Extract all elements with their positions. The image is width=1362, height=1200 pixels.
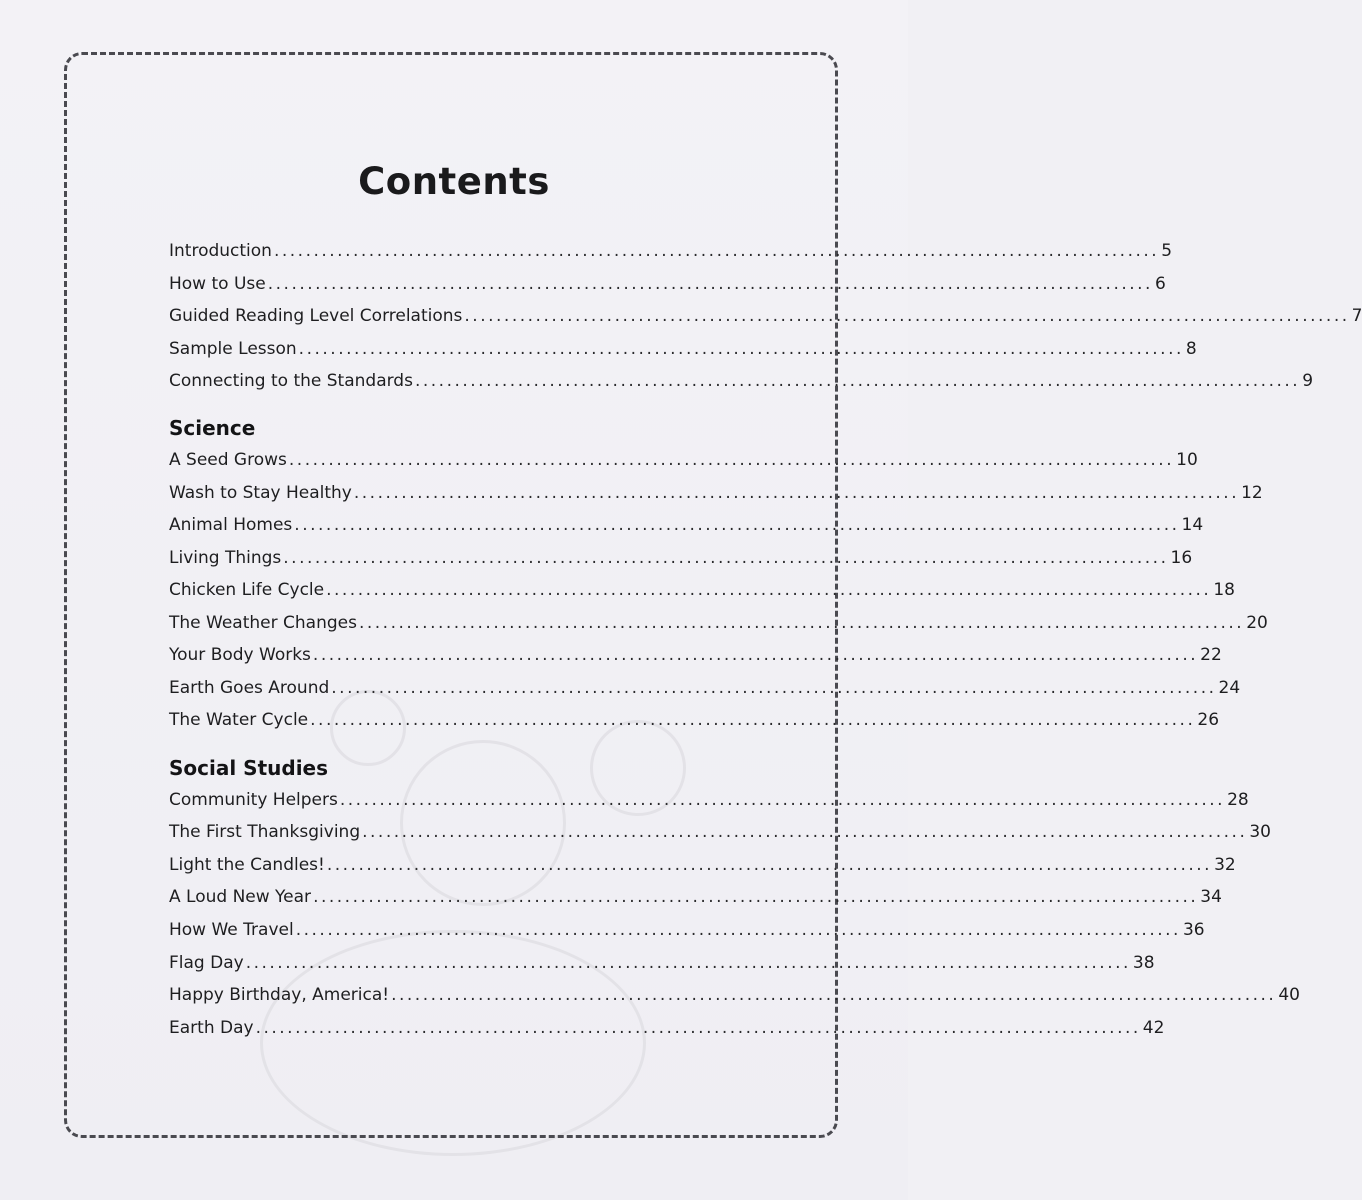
toc-entry-happy-birthday-america[interactable]: [169, 983, 1300, 1007]
dot-leader: ................................................................................................................: [326, 855, 1213, 875]
dot-leader: ................................................................................................................: [283, 548, 1169, 568]
toc-entry-label: Animal Homes: [169, 515, 293, 535]
dot-leader: ................................................................................................................: [391, 985, 1277, 1005]
toc-entry-label: A Seed Grows: [169, 450, 287, 470]
dot-leader: ................................................................................................................: [288, 450, 1175, 470]
toc-entry-page: 36: [1182, 920, 1205, 940]
toc-entry-label: Earth Day: [169, 1018, 254, 1038]
toc-entry-flag-day[interactable]: [169, 951, 1155, 975]
toc-entry-page: 24: [1218, 678, 1241, 698]
toc-entry-animal-homes[interactable]: [169, 513, 1204, 537]
dot-leader: ................................................................................................................: [358, 613, 1245, 633]
toc-entry-living-things[interactable]: [169, 546, 1193, 570]
toc-entry-the-weather-changes[interactable]: [169, 611, 1268, 635]
toc-entry-page: 28: [1227, 790, 1249, 810]
toc-entry-guided-reading[interactable]: [169, 304, 1362, 328]
toc-entry-label: How We Travel: [169, 920, 294, 940]
toc-entry-light-the-candles[interactable]: [169, 853, 1236, 877]
toc-entry-label: Chicken Life Cycle: [169, 580, 325, 600]
toc-entry-earth-day[interactable]: [169, 1016, 1165, 1040]
toc-entry-page: 40: [1278, 985, 1300, 1005]
toc-entry-label: Sample Lesson: [169, 339, 297, 359]
toc-entry-page: 30: [1249, 822, 1271, 842]
toc-entry-label: Living Things: [169, 548, 282, 568]
toc-entry-earth-goes-around[interactable]: [169, 676, 1241, 700]
dot-leader: ................................................................................................................: [295, 920, 1181, 940]
toc-entry-page: 42: [1142, 1018, 1165, 1038]
dot-leader: ................................................................................................................: [255, 1018, 1141, 1038]
dot-leader: ................................................................................................................: [414, 371, 1301, 391]
toc-entry-introduction[interactable]: [169, 239, 1173, 263]
toc-entry-label: The First Thanksgiving: [169, 822, 361, 842]
toc-entry-label: Connecting to the Standards: [169, 371, 413, 391]
dot-leader: ................................................................................................................: [273, 241, 1160, 261]
dot-leader: ................................................................................................................: [464, 306, 1350, 326]
section-heading-science: Science: [169, 416, 256, 440]
toc-entry-label: Wash to Stay Healthy: [169, 483, 352, 503]
toc-entry-label: Community Helpers: [169, 790, 338, 810]
toc-entry-page: 32: [1214, 855, 1236, 875]
toc-entry-label: Happy Birthday, America!: [169, 985, 390, 1005]
toc-entry-a-loud-new-year[interactable]: [169, 885, 1222, 909]
toc-entry-community-helpers[interactable]: [169, 788, 1249, 812]
toc-entry-page: 38: [1132, 953, 1155, 973]
toc-entry-label: How to Use: [169, 274, 266, 294]
toc-entry-page: 9: [1302, 371, 1314, 391]
toc-entry-label: Earth Goes Around: [169, 678, 330, 698]
toc-entry-label: The Water Cycle: [169, 710, 309, 730]
dot-leader: ................................................................................................................: [326, 580, 1212, 600]
dot-leader: ................................................................................................................: [353, 483, 1240, 503]
toc-entry-page: 26: [1197, 710, 1220, 730]
section-heading-social-studies: Social Studies: [169, 756, 329, 780]
toc-entry-label: Light the Candles!: [169, 855, 325, 875]
toc-entry-wash-to-stay-healthy[interactable]: [169, 481, 1263, 505]
toc-entry-page: 10: [1176, 450, 1198, 470]
toc-entry-page: 22: [1200, 645, 1222, 665]
dot-leader: ................................................................................................................: [312, 645, 1199, 665]
toc-entry-page: 7: [1351, 306, 1362, 326]
toc-entry-how-we-travel[interactable]: [169, 918, 1205, 942]
toc-entry-standards[interactable]: [169, 369, 1314, 393]
toc-entry-label: A Loud New Year: [169, 887, 312, 907]
toc-entry-label: Guided Reading Level Correlations: [169, 306, 463, 326]
page-title: Contents: [358, 160, 550, 203]
toc-entry-page: 18: [1213, 580, 1235, 600]
toc-entry-a-seed-grows[interactable]: [169, 448, 1198, 472]
dot-leader: ................................................................................................................: [313, 887, 1199, 907]
dot-leader: ................................................................................................................: [245, 953, 1131, 973]
toc-entry-page: 34: [1200, 887, 1222, 907]
toc-entry-label: Flag Day: [169, 953, 244, 973]
toc-entry-sample-lesson[interactable]: [169, 337, 1197, 361]
dot-leader: ................................................................................................................: [310, 710, 1196, 730]
toc-entry-the-first-thanksgiving[interactable]: [169, 820, 1271, 844]
toc-entry-page: 8: [1185, 339, 1197, 359]
toc-entry-page: 12: [1241, 483, 1263, 503]
toc-entry-how-to-use[interactable]: [169, 272, 1166, 296]
toc-entry-page: 14: [1181, 515, 1204, 535]
dot-leader: ................................................................................................................: [362, 822, 1248, 842]
dot-leader: ................................................................................................................: [339, 790, 1226, 810]
toc-entry-page: 5: [1161, 241, 1173, 261]
dot-leader: ................................................................................................................: [267, 274, 1153, 294]
toc-entry-the-water-cycle[interactable]: [169, 708, 1220, 732]
dot-leader: ................................................................................................................: [298, 339, 1184, 359]
toc-entry-label: Introduction: [169, 241, 272, 261]
dot-leader: ................................................................................................................: [331, 678, 1217, 698]
toc-entry-label: Your Body Works: [169, 645, 311, 665]
toc-entry-page: 16: [1170, 548, 1193, 568]
toc-entry-page: 20: [1246, 613, 1268, 633]
toc-entry-chicken-life-cycle[interactable]: [169, 578, 1235, 602]
toc-entry-your-body-works[interactable]: [169, 643, 1222, 667]
dot-leader: ................................................................................................................: [294, 515, 1180, 535]
toc-entry-page: 6: [1154, 274, 1166, 294]
toc-entry-label: The Weather Changes: [169, 613, 357, 633]
